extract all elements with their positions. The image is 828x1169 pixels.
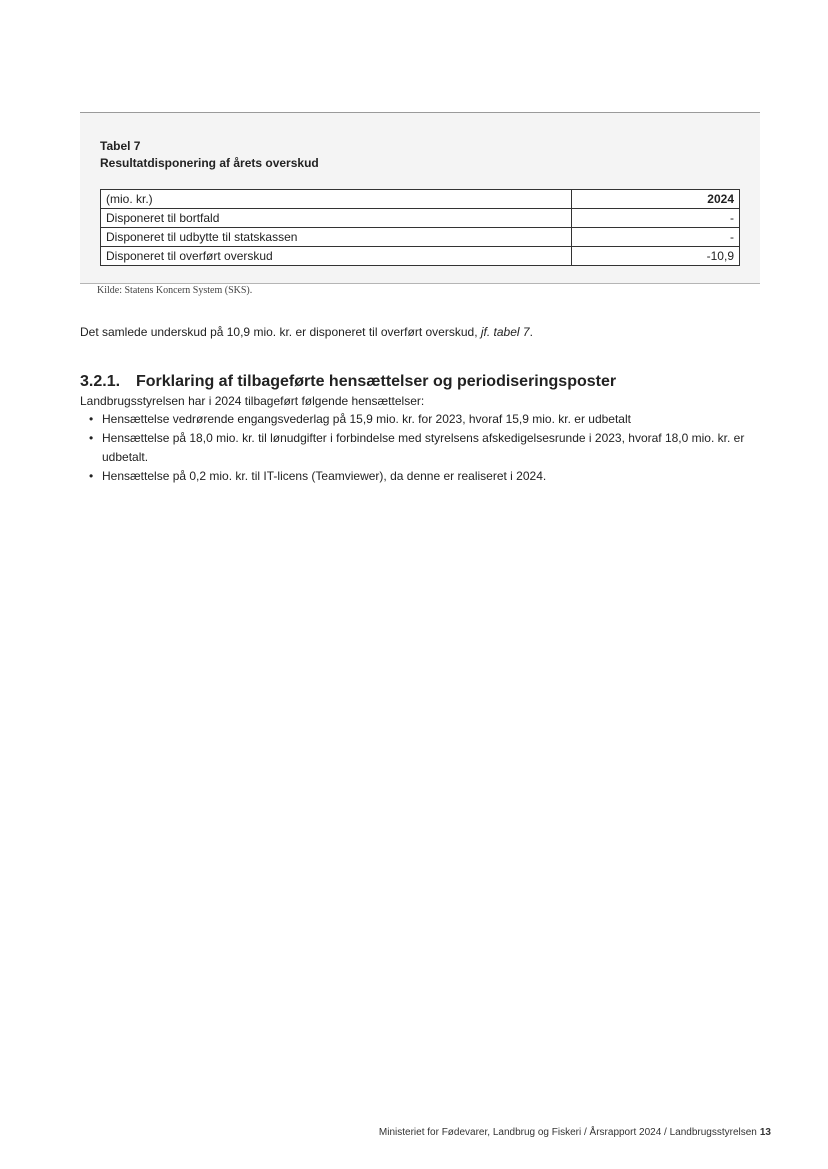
bullet-icon: • <box>89 431 94 445</box>
table-row-label: Disponeret til overført overskud <box>101 247 572 266</box>
bullet-icon: • <box>89 412 94 426</box>
table-row <box>101 228 740 247</box>
section-intro: Landbrugsstyrelsen har i 2024 tilbageført følgende hensættelser: <box>80 394 425 408</box>
list-item <box>80 410 760 429</box>
list-item <box>80 467 760 486</box>
section-heading <box>80 372 616 392</box>
footer-text: Ministeriet for Fødevarer, Landbrug og Fiskeri / Årsrapport 2024 / Landbrugsstyrelsen <box>378 1127 757 1138</box>
table-reference: jf. tabel 7 <box>480 325 530 339</box>
section-number: 3.2.1. <box>80 373 121 390</box>
page-footer <box>379 1127 771 1138</box>
table-row-label: Disponeret til udbytte til statskassen <box>101 228 572 247</box>
body-paragraph <box>80 324 533 341</box>
table-row-value: - <box>572 228 740 247</box>
table-row-label: Disponeret til bortfald <box>101 209 572 228</box>
bullet-list <box>80 410 760 486</box>
table-header-row <box>101 190 740 209</box>
table-row-value: - <box>572 209 740 228</box>
bullet-icon: • <box>89 469 94 483</box>
table-header-label: (mio. kr.) <box>101 190 572 209</box>
table-panel <box>80 112 760 284</box>
table-row-value: -10,9 <box>572 247 740 266</box>
table-title: Resultatdisponering af årets overskud <box>100 156 319 170</box>
page-number: 13 <box>759 1127 771 1138</box>
list-item-text: Hensættelse på 0,2 mio. kr. til IT-licens (Teamviewer), da denne er realiseret i 2024. <box>102 469 547 483</box>
list-item <box>80 429 760 467</box>
paragraph-text: Det samlede underskud på 10,9 mio. kr. er disponeret til overført overskud, <box>80 325 481 339</box>
result-table <box>100 189 740 266</box>
table-label: Tabel 7 <box>100 139 141 153</box>
section-title: Forklaring af tilbageførte hensættelser og periodiseringsposter <box>136 373 617 390</box>
table-source-note: Kilde: Statens Koncern System (SKS). <box>97 285 253 296</box>
list-item-text: Hensættelse på 18,0 mio. kr. til lønudgifter i forbindelse med styrelsens afskedigelsesrunde i 2023, hvoraf 18,0 mio. kr. er udbetalt. <box>102 431 745 464</box>
table-row <box>101 209 740 228</box>
list-item-text: Hensættelse vedrørende engangsvederlag på 15,9 mio. kr. for 2023, hvoraf 15,9 mio. kr. er udbetalt <box>102 412 631 426</box>
table-row <box>101 247 740 266</box>
table-header-year: 2024 <box>572 190 740 209</box>
paragraph-end: . <box>529 325 533 339</box>
